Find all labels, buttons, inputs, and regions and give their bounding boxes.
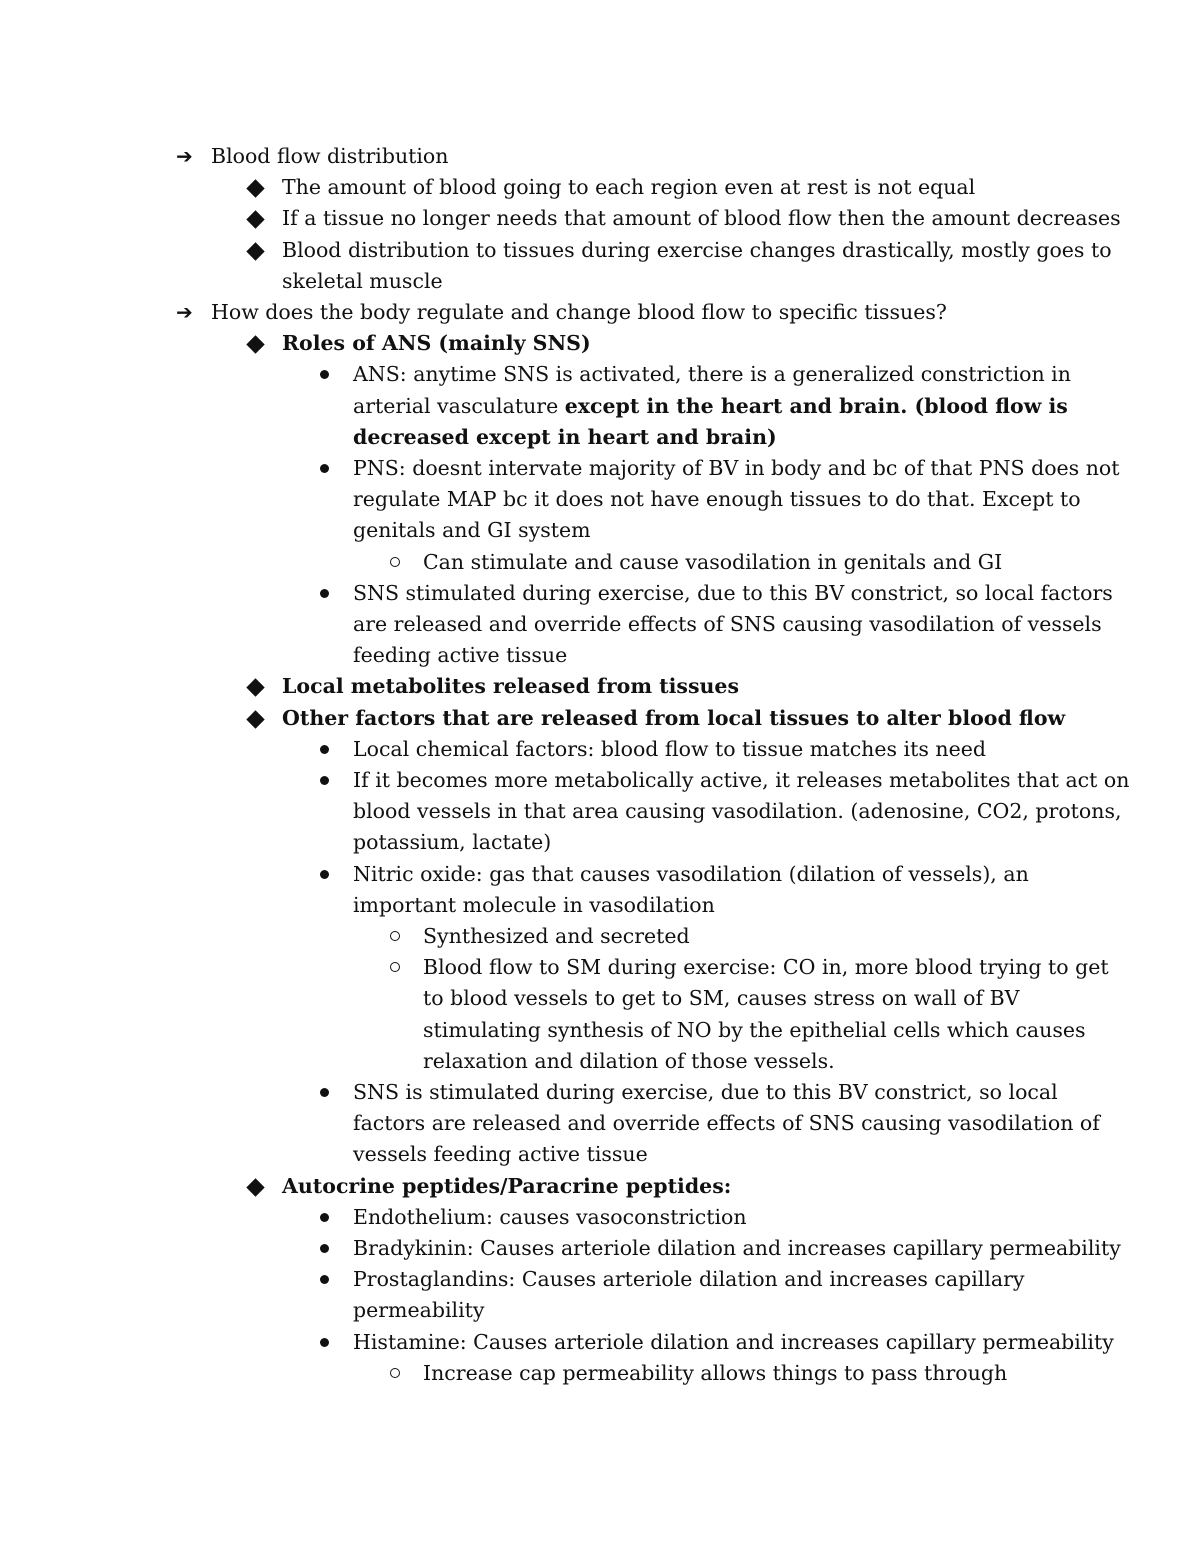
dot-bullet-icon	[320, 1213, 329, 1222]
outline-text-segment: Other factors that are released from local tissues to alter blood flow	[282, 705, 1066, 730]
outline-text-segment: SNS is stimulated during exercise, due to this BV constrict, so local	[353, 1080, 1058, 1104]
outline-text	[282, 671, 739, 702]
arrow-bullet-icon: ➔	[176, 144, 193, 168]
dot-bullet-icon	[320, 370, 329, 379]
diamond-bullet-icon	[246, 679, 264, 697]
outline-text	[353, 796, 1122, 827]
outline-text-segment: genitals and GI system	[353, 518, 591, 543]
circle-bullet-icon	[390, 1368, 400, 1378]
outline-text-segment: SNS stimulated during exercise, due to this BV constrict, so local factors	[353, 580, 1113, 605]
outline-text	[423, 921, 690, 952]
outline-text-segment: decreased except in heart and brain)	[353, 424, 777, 449]
outline-text-segment: factors are released and override effects of SNS causing vasodilation of	[353, 1111, 1100, 1136]
outline-text-segment: Roles of ANS (mainly SNS)	[282, 331, 591, 356]
outline-text-segment: permeability	[353, 1298, 485, 1323]
outline-text-bold-segment: except in the heart and brain. (blood flow is	[564, 393, 1068, 418]
outline-text	[282, 703, 1065, 734]
outline-text	[423, 547, 1002, 578]
outline-text	[353, 1139, 648, 1170]
circle-bullet-icon	[390, 931, 400, 941]
outline-text-segment: Prostaglandins: Causes arteriole dilation and increases capillary	[353, 1267, 1025, 1292]
outline-text	[353, 609, 1102, 640]
outline-text-segment: Synthesized and secreted	[423, 924, 690, 948]
outline-text	[353, 422, 777, 453]
outline-text	[353, 1233, 1121, 1264]
outline-text	[353, 827, 551, 858]
outline-text	[423, 1046, 835, 1077]
outline-text-segment: arterial vasculature	[353, 393, 565, 418]
outline-text	[353, 1295, 484, 1326]
outline-text-segment: blood vessels in that area causing vasodilation. (adenosine, CO2, protons,	[353, 799, 1122, 824]
outline-text-segment: Increase cap permeability allows things to pass through	[423, 1360, 1008, 1385]
outline-text	[353, 890, 715, 921]
outline-text-segment: stimulating synthesis of NO by the epithelial cells which causes	[423, 1017, 1086, 1042]
outline-text	[282, 328, 591, 359]
outline-text	[423, 1358, 1007, 1389]
outline-text-segment: Can stimulate and cause vasodilation in genitals and GI	[423, 549, 1003, 574]
outline-text-segment: to blood vessels to get to SM, causes stress on wall of BV	[423, 986, 1020, 1011]
outline-text-segment: If it becomes more metabolically active, it releases metabolites that act on	[353, 768, 1130, 792]
outline-text	[423, 1015, 1086, 1046]
outline-text	[353, 734, 986, 765]
outline-text	[353, 1327, 1114, 1358]
dot-bullet-icon	[320, 1088, 329, 1097]
diamond-bullet-icon	[246, 179, 264, 197]
outline-text	[211, 297, 947, 328]
outline-text-segment: Blood distribution to tissues during exercise changes drastically, mostly goes to	[282, 237, 1112, 262]
outline-text	[353, 391, 1068, 422]
dot-bullet-icon	[320, 464, 329, 473]
outline-text-segment: PNS: doesnt intervate majority of BV in body and bc of that PNS does not	[353, 456, 1120, 480]
outline-text	[353, 1108, 1100, 1139]
outline-text-segment: Nitric oxide: gas that causes vasodilation (dilation of vessels), an	[353, 861, 1029, 886]
outline-text-segment: How does the body regulate and change blood flow to specific tissues?	[211, 300, 947, 324]
outline-text	[211, 141, 448, 172]
outline-text	[353, 859, 1029, 890]
outline-text-segment: are released and override effects of SNS causing vasodilation of vessels	[353, 612, 1102, 636]
outline-text-segment: vessels feeding active tissue	[353, 1142, 648, 1167]
outline-text-segment: potassium, lactate)	[353, 830, 552, 855]
outline-text	[282, 266, 443, 297]
dot-bullet-icon	[320, 1275, 329, 1284]
circle-bullet-icon	[390, 962, 400, 972]
outline-text	[353, 640, 567, 671]
outline-text	[353, 453, 1120, 484]
diamond-bullet-icon	[246, 211, 264, 229]
outline-text-segment: feeding active tissue	[353, 643, 568, 668]
dot-bullet-icon	[320, 776, 329, 785]
outline-text	[282, 235, 1112, 266]
outline-text-segment: important molecule in vasodilation	[353, 892, 715, 917]
outline-text-segment: regulate MAP bc it does not have enough tissues to do that. Except to	[353, 487, 1081, 512]
outline-text-segment: Local metabolites released from tissues	[282, 674, 739, 699]
outline-text-segment: If a tissue no longer needs that amount of blood flow then the amount decreases	[282, 206, 1121, 231]
diamond-bullet-icon	[246, 242, 264, 260]
diamond-bullet-icon	[246, 1178, 264, 1196]
outline-text-segment: Local chemical factors: blood flow to tissue matches its need	[353, 736, 986, 761]
outline-text-segment: Histamine: Causes arteriole dilation and increases capillary permeability	[353, 1329, 1114, 1354]
outline-text-segment: Endothelium: causes vasoconstriction	[353, 1204, 747, 1229]
outline-text-segment: Blood flow distribution	[211, 144, 449, 168]
outline-text	[353, 1264, 1025, 1295]
dot-bullet-icon	[320, 745, 329, 754]
outline-text-segment: skeletal muscle	[282, 268, 443, 293]
outline-text	[282, 172, 975, 203]
outline-text-segment: Autocrine peptides/Paracrine peptides:	[282, 1173, 732, 1198]
dot-bullet-icon	[320, 1244, 329, 1253]
outline-text-segment: Blood flow to SM during exercise: CO in, more blood trying to get	[423, 955, 1109, 980]
outline-text-segment: ANS: anytime SNS is activated, there is a generalized constriction in	[353, 362, 1071, 387]
outline-text-segment: Bradykinin: Causes arteriole dilation and increases capillary permeability	[353, 1236, 1121, 1260]
diamond-bullet-icon	[246, 335, 264, 353]
outline-text	[353, 359, 1071, 390]
dot-bullet-icon	[320, 870, 329, 879]
arrow-bullet-icon: ➔	[176, 300, 193, 324]
outline-text	[353, 765, 1129, 796]
dot-bullet-icon	[320, 1338, 329, 1347]
outline-text	[353, 515, 591, 546]
outline-text-segment: relaxation and dilation of those vessels.	[423, 1048, 835, 1073]
outline-text	[282, 203, 1121, 234]
outline-text	[353, 484, 1081, 515]
outline-text	[423, 983, 1019, 1014]
outline-text-segment: The amount of blood going to each region even at rest is not equal	[282, 175, 976, 200]
outline-text	[353, 578, 1113, 609]
outline-text	[353, 1077, 1058, 1108]
circle-bullet-icon	[390, 557, 400, 567]
outline-text	[353, 1202, 747, 1233]
diamond-bullet-icon	[246, 710, 264, 728]
dot-bullet-icon	[320, 589, 329, 598]
outline-text	[423, 952, 1109, 983]
outline-text	[282, 1171, 731, 1202]
